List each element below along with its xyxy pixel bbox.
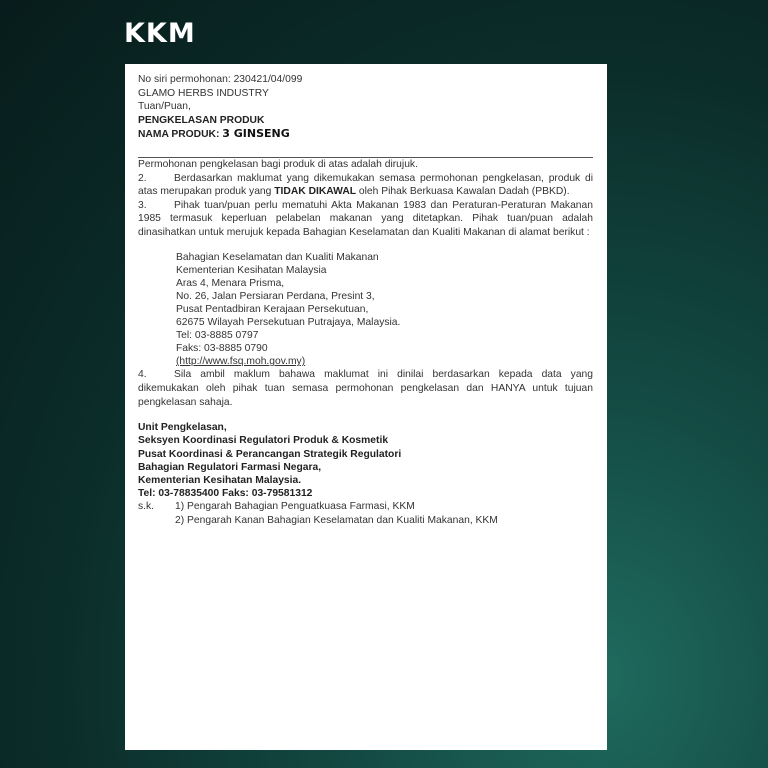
address-line: Faks: 03-8885 0790 (176, 343, 268, 355)
paragraph-text: Pihak tuan/puan perlu mematuhi Akta Makanan 1983 dan Peraturan-Peraturan Makanan 1985 termasuk keperluan pelabelan makanan yang ditetapkan. Pihak tuan/puan adalah dinasihatkan untuk merujuk kepada Bahagian Keselamatan dan Kualiti Makanan di alamat berikut : (138, 199, 593, 238)
address-line: Kementerian Kesihatan Malaysia (176, 264, 327, 276)
paragraph-3 (138, 199, 593, 240)
signature-block (138, 421, 593, 500)
website-link[interactable]: (http://www.fsq.moh.gov.my) (176, 356, 306, 368)
paragraph-4 (138, 368, 593, 409)
paragraph-text: oleh Pihak Berkuasa Kawalan Dadah (PBKD). (358, 186, 570, 198)
address-block (176, 251, 593, 369)
intro-paragraph: Permohonan pengkelasan bagi produk di atas adalah dirujuk. (138, 158, 418, 170)
cc-block (138, 500, 593, 526)
paragraph-number: 3. (138, 199, 147, 211)
product-name-label: NAMA PRODUK: (138, 129, 220, 141)
paragraph-text: Berdasarkan maklumat yang dikemukakan semasa permohonan pengkelasan, produk di atas merupakan produk yang (138, 172, 593, 198)
company-name: GLAMO HERBS INDUSTRY (138, 87, 269, 99)
signature-line: Tel: 03-78835400 Faks: 03-79581312 (138, 488, 313, 500)
letter-document (125, 64, 607, 750)
letter-title: PENGKELASAN PRODUK (138, 114, 265, 126)
cc-label: s.k. (138, 501, 155, 513)
paragraph-number: 2. (138, 172, 147, 184)
cc-recipient: 1) Pengarah Bahagian Penguatkuasa Farmasi, KKM (175, 501, 415, 513)
paragraph-number: 4. (138, 369, 147, 381)
classification-status: TIDAK DIKAWAL (274, 186, 357, 198)
salutation: Tuan/Puan, (138, 101, 191, 113)
paragraph-text: Sila ambil maklum bahawa maklumat ini dinilai berdasarkan kepada data yang dikemukakan oleh pihak tuan semasa permohonan pengkelasan dan HANYA untuk tujuan pengkelasan sahaja. (138, 369, 593, 408)
signature-line: Seksyen Koordinasi Regulatori Produk & Kosmetik (138, 435, 389, 447)
address-line: Pusat Pentadbiran Kerajaan Persekutuan, (176, 303, 369, 315)
address-line: Bahagian Keselamatan dan Kualiti Makanan (176, 251, 379, 263)
paragraph-2 (138, 172, 593, 199)
address-line: 62675 Wilayah Persekutuan Putrajaya, Malaysia. (176, 317, 401, 328)
signature-line: Pusat Koordinasi & Perancangan Strategik Regulatori (138, 448, 402, 460)
signature-line: Unit Pengkelasan, (138, 422, 227, 434)
signature-line: Kementerian Kesihatan Malaysia. (138, 474, 302, 486)
brand-logo-text: KKM (124, 18, 196, 49)
address-line: No. 26, Jalan Persiaran Perdana, Presint 3, (176, 290, 375, 302)
address-line: Tel: 03-8885 0797 (176, 330, 259, 342)
cc-recipient: 2) Pengarah Kanan Bahagian Keselamatan dan Kualiti Makanan, KKM (175, 514, 498, 526)
signature-line: Bahagian Regulatori Farmasi Negara, (138, 461, 322, 473)
product-name-line (138, 127, 593, 142)
product-name: 3 GINSENG (222, 127, 290, 141)
reference-number: No siri permohonan: 230421/04/099 (138, 74, 303, 85)
address-line: Aras 4, Menara Prisma, (176, 277, 285, 289)
cc-line (138, 500, 593, 513)
